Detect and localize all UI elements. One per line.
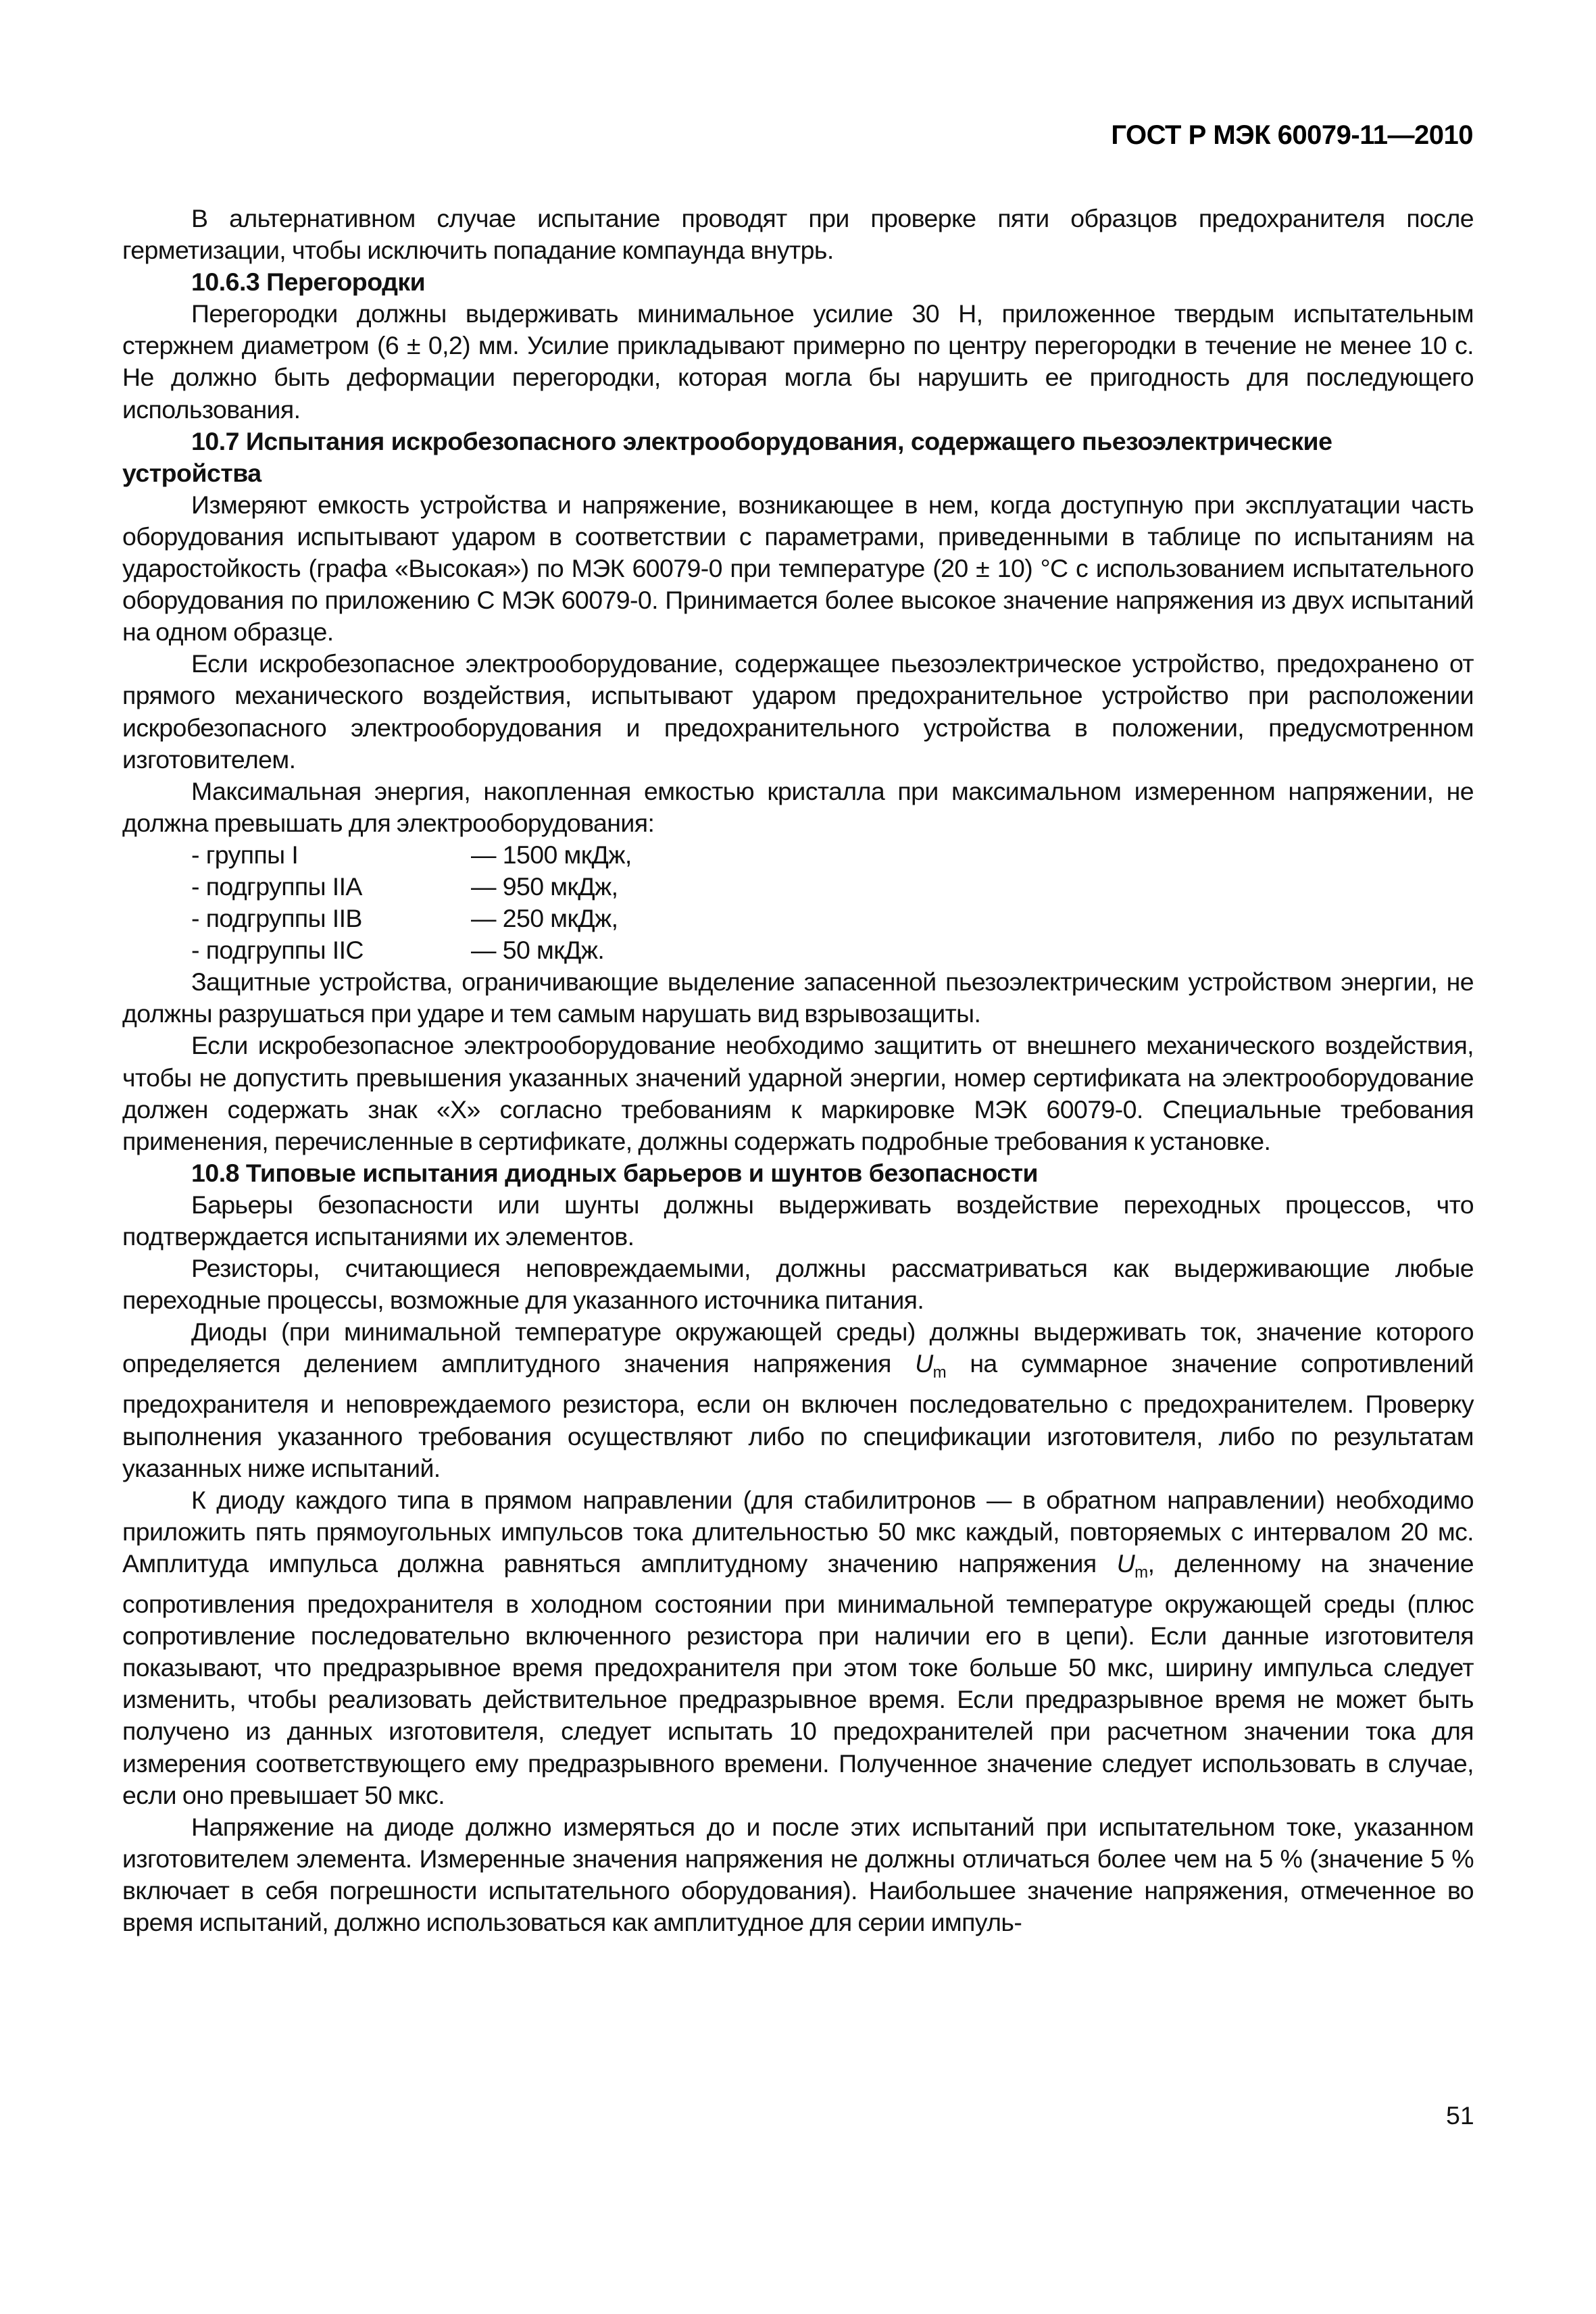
paragraph-capacitance-measurement: Измеряют емкость устройства и напряжение, возникающее в нем, когда доступную при эксплуатации часть оборудования испытывают ударом в соответствии с параметрами, приведенными в таблице по испытаниям на ударостойкость (графа «Высокая») по МЭК 60079-0 при температуре (20 ± 10) °С с использованием испытательного оборудования по приложению С МЭК 60079-0. Принимается более высокое значение напряжения из двух испытаний на одном образце. [122,490,1474,647]
energy-limits-list [122,839,1474,966]
paragraph-protective-devices: Защитные устройства, ограничивающие выделение запасенной пьезоэлектрическим устройством энергии, не должны разрушаться при ударе и тем самым нарушать вид взрывозащиты. [122,967,1474,1028]
energy-value: — 1500 мкДж, [471,840,632,869]
document-header-code: ГОСТ Р МЭК 60079-11—2010 [1111,120,1473,150]
paragraph-resistors: Резисторы, считающиеся неповреждаемыми, должны рассматриваться как выдерживающие любые переходные процессы, возможные для указанного источника питания. [122,1254,1474,1315]
paragraph-partitions: Перегородки должны выдерживать минимальное усилие 30 Н, приложенное твердым испытательным стержнем диаметром (6 ± 0,2) мм. Усилие прикладывают примерно по центру перегородки в течение не менее 10 с. Не должно быть деформации перегородки, которая могла бы нарушить ее пригодность для последующего использования. [122,299,1474,424]
page-number: 51 [1446,2101,1474,2130]
list-item [122,871,1474,903]
energy-value: — 950 мкДж, [471,872,618,901]
group-label: - группы I [191,840,299,869]
symbol-um: $U_m$ [1116,1549,1148,1582]
energy-value: — 250 мкДж, [471,904,618,933]
list-item [122,934,1474,966]
section-heading-10-6-3: 10.6.3 Перегородки [191,268,426,297]
paragraph-max-energy: Максимальная энергия, накопленная емкостью кристалла при максимальном измеренном напряжении, не должна превышать для электрооборудования: [122,776,1474,837]
paragraph-barriers: Барьеры безопасности или шунты должны выдерживать воздействие переходных процессов, что подтверждается испытаниями их элементов. [122,1190,1474,1251]
paragraph-pulse-test [122,1484,1474,1811]
paragraph-alt-test: В альтернативном случае испытание проводят при проверке пяти образцов предохранителя после герметизации, чтобы исключить попадание компаунда внутрь. [122,204,1474,265]
energy-value: — 50 мкДж. [471,936,605,965]
text-run: на суммарное значение сопротивлений предохранителя и неповреждаемого резистора, если он включен последовательно с предохранителем. Проверку выполнения указанного требования осуществляют либо по спецификации изготовителя, либо по результатам указанных ниже испытаний. [122,1349,1474,1482]
group-label: - подгруппы IIC [191,936,364,965]
section-heading-10-8: 10.8 Типовые испытания диодных барьеров и шунтов безопасности [191,1158,1039,1187]
symbol-um: $U_m$ [915,1349,946,1382]
document-body [122,203,1474,1938]
paragraph-diodes [122,1316,1474,1484]
paragraph-protected-device: Если искробезопасное электрооборудование, содержащее пьезоэлектрическое устройство, предохранено от прямого механического воздействия, испытывают ударом предохранительное устройство при расположении искробезопасного электрооборудования и предохранительного устройства в положении, предусмотренном изготовителем. [122,649,1474,774]
paragraph-x-marking: Если искробезопасное электрооборудование необходимо защитить от внешнего механического воздействия, чтобы не допустить превышения указанных значений ударной энергии, номер сертификата на электрооборудование должен содержать знак «Х» согласно требованиям к маркировке МЭК 60079-0. Специальные требования применения, перечисленные в сертификате, должны содержать подробные требования к установке. [122,1031,1474,1155]
text-run: Диоды (при минимальной температуре окружающей среды) должны выдерживать ток, значение которого определяется делением амплитудного значения напряжения [122,1317,1474,1378]
group-label: - подгруппы IIA [191,872,362,901]
text-run: , деленному на значение сопротивления предохранителя в холодном состоянии при минимальной температуре окружающей среды (плюс сопротивление последовательно включенного резистора при наличии его в цепи). Если данные изготовителя показывают, что предразрывное время предохранителя при этом токе больше 50 мкс, ширину импульса следует изменить, чтобы реализовать действительное предразрывное время. Если предразрывное время не может быть получено из данных изготовителя, следует испытать 10 предохранителей при расчетном значении тока для измерения соответствующего ему предразрывного времени. Полученное значение следует использовать в случае, если оно превышает 50 мкс. [122,1549,1474,1809]
list-item [122,903,1474,934]
list-item [122,839,1474,871]
text-run: К диоду каждого типа в прямом направлении (для стабилитронов — в обратном направлении) необходимо приложить пять прямоугольных импульсов тока длительностью 50 мкс каждый, повторяемых с интервалом 20 мс. Амплитуда импульса должна равняться амплитудному значению напряжения [122,1485,1474,1578]
paragraph-voltage-measurement: Напряжение на диоде должно измеряться до и после этих испытаний при испытательном токе, указанном изготовителем элемента. Измеренные значения напряжения не должны отличаться более чем на 5 % (значение 5 % включает в себя погрешности испытательного оборудования). Наибольшее значение напряжения, отмеченное во время испытаний, должно использоваться как амплитудное для серии импуль- [122,1812,1474,1936]
section-heading-10-7: 10.7 Испытания искробезопасного электрооборудования, содержащего пьезоэлектрические устройства [122,426,1332,487]
group-label: - подгруппы IIB [191,904,362,933]
